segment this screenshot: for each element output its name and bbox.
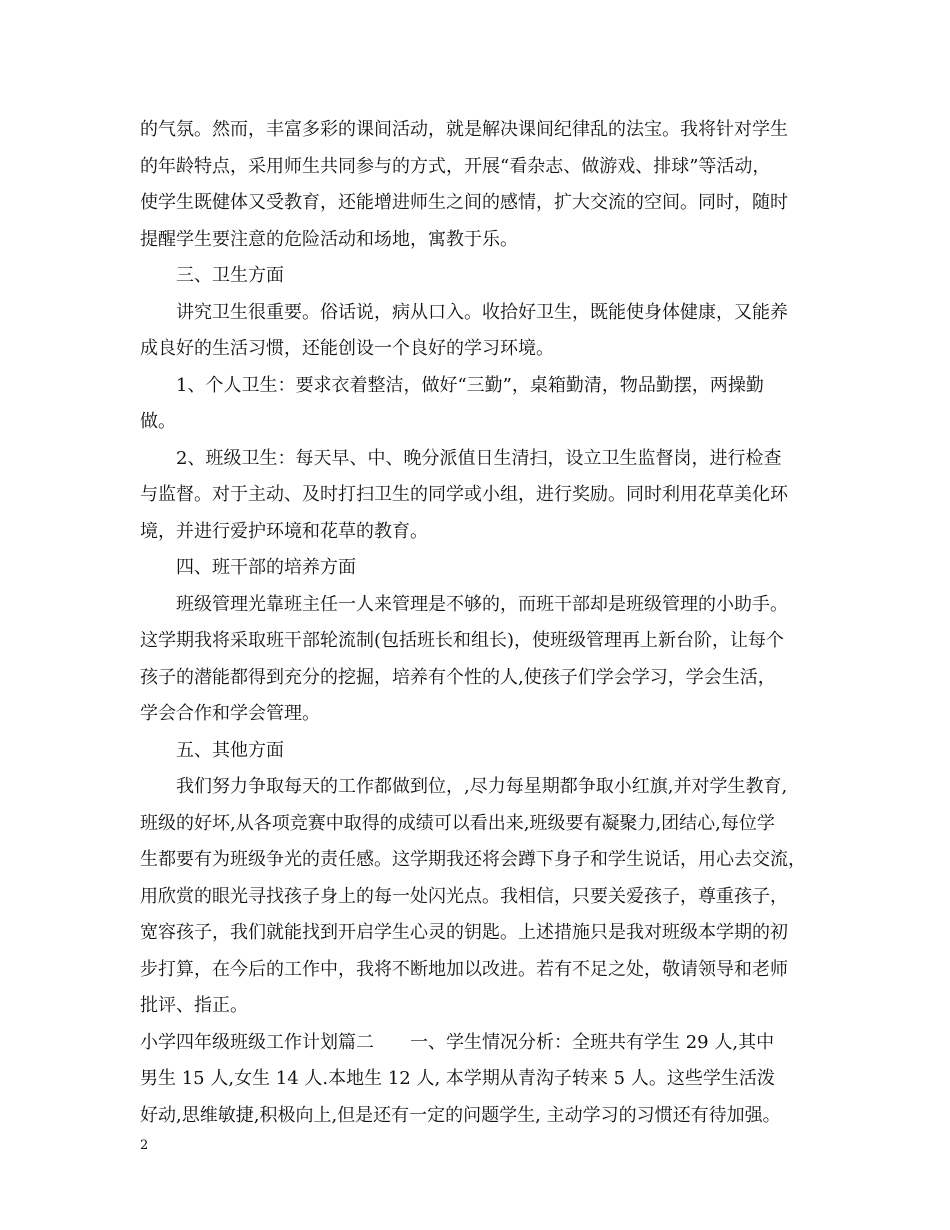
text-line: 男生 15 人,女生 14 人.本地生 12 人, 本学期从青沟子转来 5 人。这些学生活泼 [140, 1068, 775, 1089]
text-line: 2、班级卫生：每天早、中、晚分派值日生清扫，设立卫生监督岗，进行检查 [176, 448, 782, 469]
text-line: 提醒学生要注意的危险活动和场地，寓教于乐。 [140, 229, 518, 250]
text-line: 班级的好坏,从各项竞赛中取得的成绩可以看出来,班级要有凝聚力,团结心,每位学 [140, 813, 775, 834]
text-line: 学会合作和学会管理。 [140, 703, 320, 724]
text-line: 步打算，在今后的工作中，我将不断地加以改进。若有不足之处，敬请领导和老师 [140, 959, 788, 980]
text-line: 好动,思维敏捷,积极向上,但是还有一定的问题学生, 主动学习的习惯还有待加强。 [140, 1105, 781, 1126]
text-line: 生都要有为班级争光的责任感。这学期我还将会蹲下身子和学生说话，用心去交流， [140, 849, 806, 870]
text-line: 做。 [140, 411, 176, 432]
text-line: 使学生既健体又受教育，还能增进师生之间的感情，扩大交流的空间。同时，随时 [140, 192, 788, 213]
text-line: 的气氛。然而，丰富多彩的课间活动，就是解决课间纪律乱的法宝。我将针对学生 [140, 119, 788, 140]
text-line: 孩子的潜能都得到充分的挖掘，培养有个性的人,使孩子们学会学习，学会生活， [140, 667, 776, 688]
text-line: 成良好的生活习惯，还能创设一个良好的学习环境。 [140, 338, 554, 359]
page-number: 2 [140, 1138, 149, 1153]
text-line: 这学期我将采取班干部轮流制(包括班长和组长)，使班级管理再上新台阶，让每个 [140, 630, 785, 651]
text-line: 班级管理光靠班主任一人来管理是不够的，而班干部却是班级管理的小助手。 [176, 594, 788, 615]
text-line: 1、个人卫生：要求衣着整洁，做好“三勤”，桌箱勤清，物品勤摆，两操勤 [176, 375, 764, 396]
section-heading: 五、其他方面 [176, 740, 284, 761]
text-line: 与监督。对于主动、及时打扫卫生的同学或小组，进行奖励。同时利用花草美化环 [140, 484, 788, 505]
text-line: 我们努力争取每天的工作都做到位，,尽力每星期都争取小红旗,并对学生教育, [176, 776, 788, 797]
text-line: 的年龄特点，采用师生共同参与的方式，开展“看杂志、做游戏、排球”等活动， [140, 156, 771, 177]
text-line: 宽容孩子，我们就能找到开启学生心灵的钥匙。上述措施只是我对班级本学期的初 [140, 922, 788, 943]
text-line: 境，并进行爱护环境和花草的教育。 [140, 521, 428, 542]
section-heading: 三、卫生方面 [176, 265, 284, 286]
text-line: 讲究卫生很重要。俗话说，病从口入。收拾好卫生，既能使身体健康，又能养 [176, 302, 788, 323]
text-line: 批评、指正。 [140, 995, 248, 1016]
text-line: 用欣赏的眼光寻找孩子身上的每一处闪光点。我相信，只要关爱孩子，尊重孩子， [140, 886, 788, 907]
text-line: 小学四年级班级工作计划篇二 一、学生情况分析：全班共有学生 29 人,其中 [140, 1032, 775, 1053]
section-heading: 四、班干部的培养方面 [176, 557, 356, 578]
